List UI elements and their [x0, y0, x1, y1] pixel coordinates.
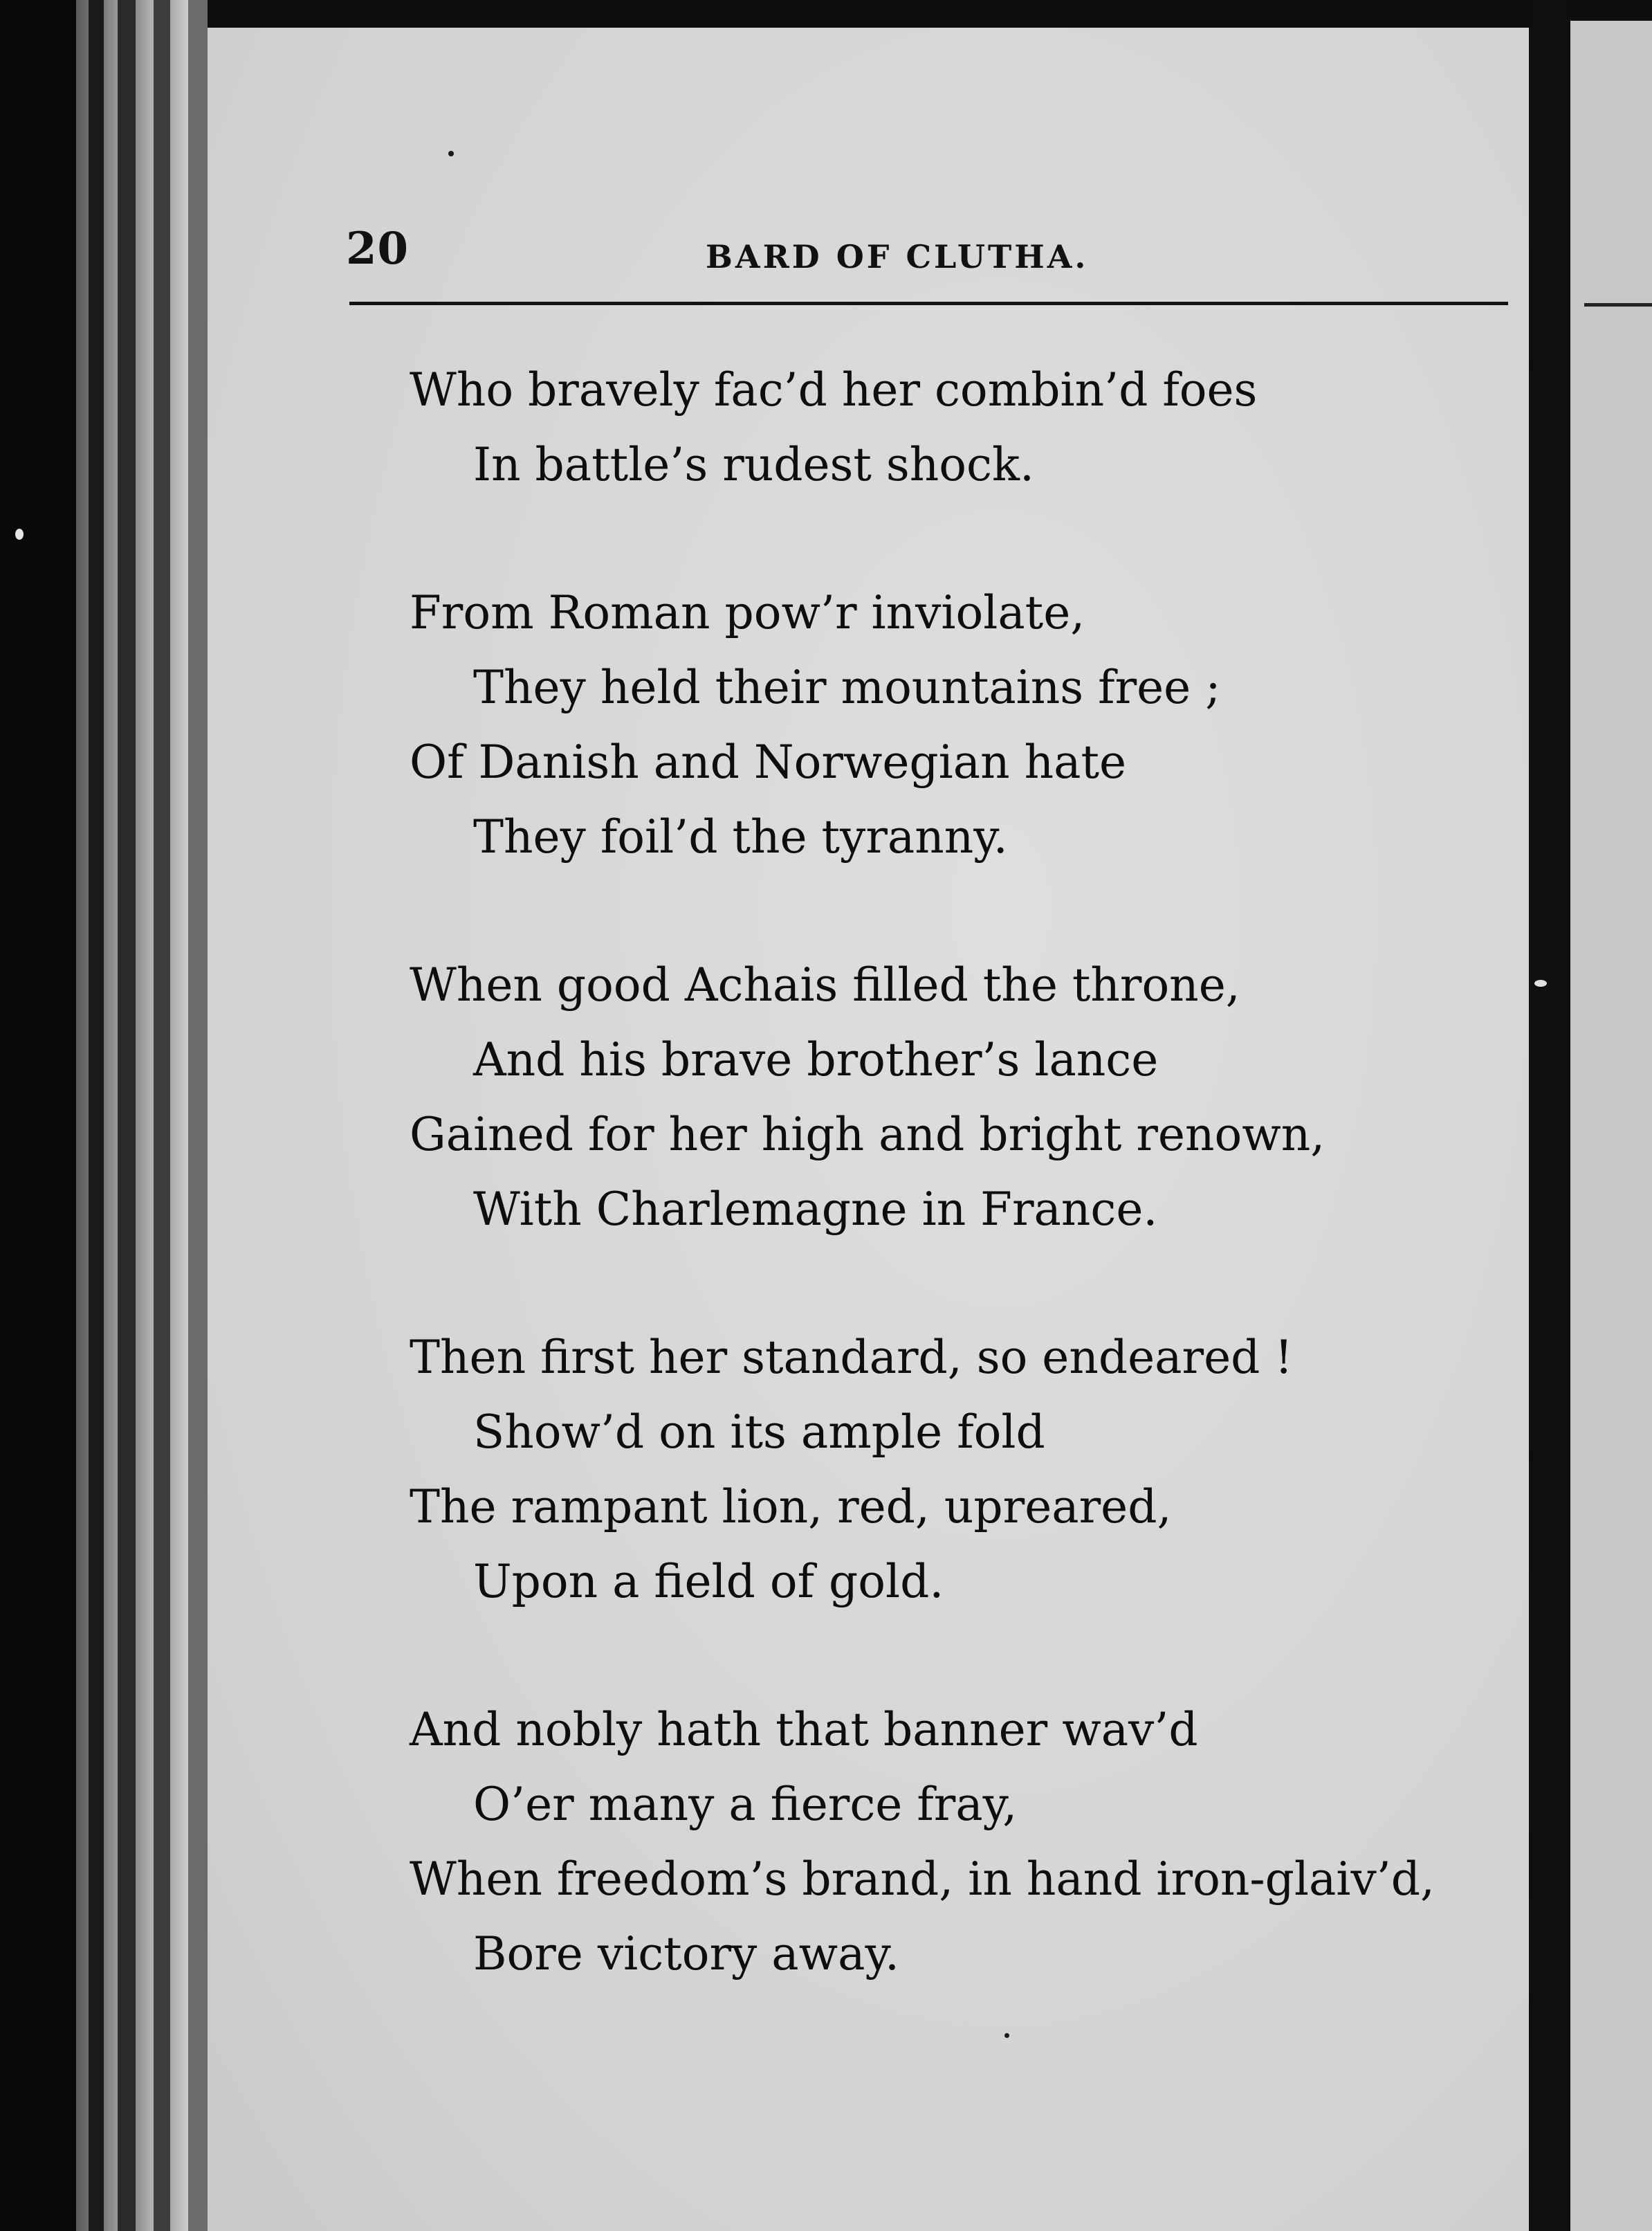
poem-line: Gained for her high and bright renown,	[410, 1108, 1325, 1161]
poem-line: Bore victory away.	[473, 1927, 899, 1980]
ink-speck	[1004, 2033, 1009, 2038]
facing-page-edge	[1570, 21, 1652, 2231]
header-rule	[349, 302, 1508, 305]
stanza	[410, 1320, 1530, 1619]
poem-body	[410, 353, 1530, 2065]
poem-line: They foil’d the tyranny.	[473, 810, 1008, 864]
poem-line: When freedom’s brand, in hand iron-glaiv’d,	[410, 1852, 1435, 1906]
poem-line: From Roman pow’r inviolate,	[410, 586, 1085, 639]
poem-line: Of Danish and Norwegian hate	[410, 736, 1127, 789]
poem-line: Upon a field of gold.	[473, 1555, 944, 1608]
stanza	[410, 353, 1530, 502]
poem-line: In battle’s rudest shock.	[473, 438, 1034, 491]
page-header	[346, 223, 1508, 285]
ink-speck	[15, 529, 24, 540]
stanza	[410, 948, 1530, 1247]
poem-line: With Charlemagne in France.	[473, 1183, 1158, 1236]
poem-line: When good Achais filled the throne,	[410, 958, 1240, 1012]
ink-speck	[1534, 980, 1547, 987]
ink-speck	[448, 151, 454, 156]
poem-line: They held their mountains free ;	[473, 661, 1221, 714]
page-gutter	[1529, 0, 1570, 2231]
facing-page-rule	[1584, 303, 1652, 307]
poem-line: And his brave brother’s lance	[473, 1033, 1159, 1086]
page-number: 20	[346, 223, 410, 275]
book-binding	[0, 0, 208, 2231]
poem-line: O’er many a fierce fray,	[473, 1778, 1018, 1831]
stanza	[410, 1693, 1530, 1992]
poem-line: Show’d on its ample fold	[473, 1405, 1045, 1459]
poem-line: Then first her standard, so endeared !	[410, 1331, 1293, 1384]
stanza	[410, 576, 1530, 875]
poem-line: And nobly hath that banner wav’d	[410, 1703, 1198, 1756]
poem-line: The rampant lion, red, upreared,	[410, 1480, 1172, 1533]
running-head: BARD OF CLUTHA.	[706, 238, 1089, 275]
poem-line: Who bravely fac’d her combin’d foes	[410, 363, 1258, 417]
